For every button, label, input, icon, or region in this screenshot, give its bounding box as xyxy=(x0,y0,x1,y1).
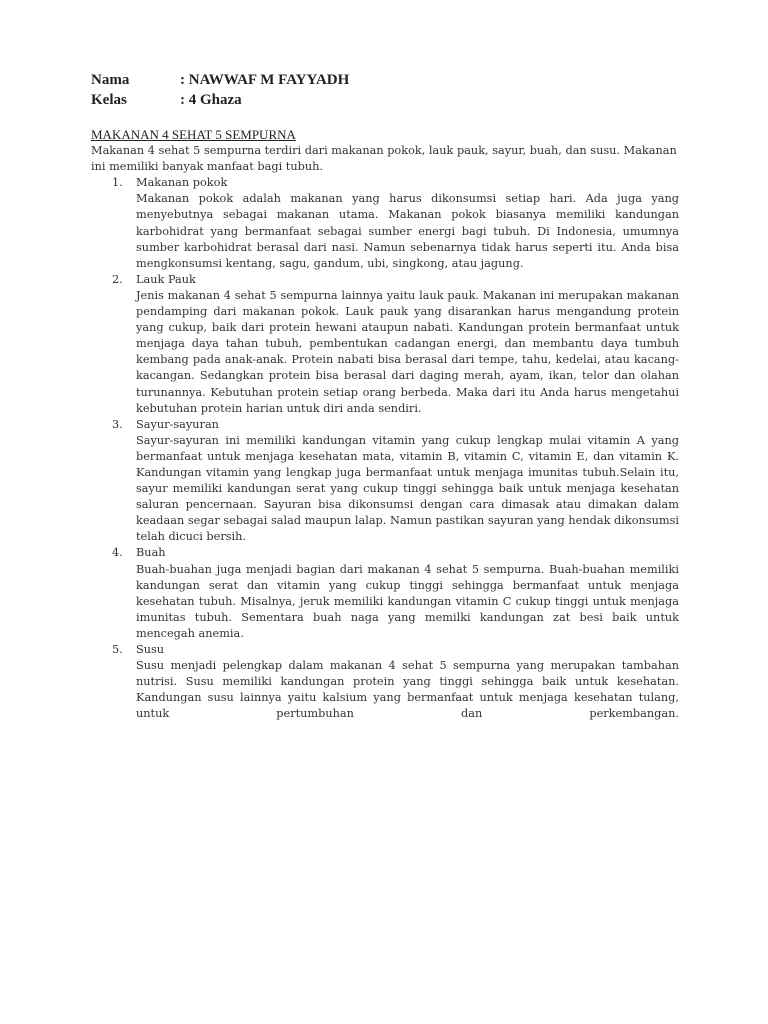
food-list xyxy=(91,175,679,722)
document-body xyxy=(91,127,679,722)
list-item xyxy=(91,642,679,722)
name-label: Nama xyxy=(91,72,130,88)
list-item-title: Susu xyxy=(136,643,165,656)
list-number: 2. xyxy=(112,272,123,286)
list-item-body: Jenis makanan 4 sehat 5 sempurna lainnya yaitu lauk pauk. Makanan ini merupakan makanan pendamping dari makanan pokok. Lauk pauk yang disarankan harus mengandung protein yang cukup, baik dari protein hewani ataupun nabati. Kandungan protein bermanfaat untuk menjaga daya tahan tubuh, pembentukan cadangan energi, dan membantu daya tumbuh kembang pada anak-anak. Protein nabati bisa berasal dari tempe, tahu, kedelai, atau kacang-kacangan. Sedangkan protein bisa berasal dari daging merah, ayam, ikan, telor dan olahan turunannya. Kebutuhan protein setiap orang berbeda. Maka dari itu Anda harus mengetahui kebutuhan protein harian untuk diri anda sendiri. xyxy=(136,288,679,415)
list-item xyxy=(91,175,679,272)
list-item-title: Makanan pokok xyxy=(136,176,228,190)
class-row xyxy=(91,92,242,109)
document-title: MAKANAN 4 SEHAT 5 SEMPURNA xyxy=(91,127,296,142)
list-item-title: Lauk Pauk xyxy=(136,272,196,286)
list-item-body: Makanan pokok adalah makanan yang harus dikonsumsi setiap hari. Ada juga yang menyebutnya sebagai makanan utama. Makanan pokok biasanya memiliki kandungan karbohidrat yang bermanfaat sebagai sumber energi bagi tubuh. Di Indonesia, umumnya sumber karbohidrat berasal dari nasi. Namun sebenarnya tidak harus seperti itu. Anda bisa mengkonsumsi kentang, sagu, gandum, ubi, singkong, atau jagung. xyxy=(136,192,679,270)
list-number: 4. xyxy=(112,546,123,560)
list-item-body: Buah-buahan juga menjadi bagian dari makanan 4 sehat 5 sempurna. Buah-buahan memiliki kandungan serat dan vitamin yang cukup tinggi sehingga bermanfaat untuk menjaga kesehatan tubuh. Misalnya, jeruk memiliki kandungan vitamin C cukup tinggi untuk menjaga imunitas tubuh. Sementara buah naga yang memilki kandungan zat besi baik untuk mencegah anemia. xyxy=(136,562,679,640)
list-number: 1. xyxy=(112,176,123,190)
list-number: 3. xyxy=(112,417,123,431)
list-item xyxy=(91,417,679,546)
intro-paragraph: Makanan 4 sehat 5 sempurna terdiri dari makanan pokok, lauk pauk, sayur, buah, dan susu. Makanan ini memiliki banyak manfaat bagi tubuh. xyxy=(91,144,677,174)
name-row xyxy=(91,72,350,89)
list-item-title: Sayur-sayuran xyxy=(136,417,219,431)
name-value: : NAWWAF M FAYYADH xyxy=(180,72,350,88)
list-item xyxy=(91,272,679,417)
list-number: 5. xyxy=(112,643,123,656)
list-item xyxy=(91,545,679,642)
list-item-body: Susu menjadi pelengkap dalam makanan 4 sehat 5 sempurna yang merupakan tambahan nutrisi. Susu memiliki kandungan protein yang tinggi sehingga baik untuk kesehatan. Kandungan susu lainnya yaitu kalsium yang bermanfaat untuk menjaga kesehatan tulang, untuk pertumbuhan dan perkembangan. xyxy=(136,659,679,721)
class-value: : 4 Ghaza xyxy=(180,92,242,108)
list-item-body: Sayur-sayuran ini memiliki kandungan vitamin yang cukup lengkap mulai vitamin A yang bermanfaat untuk menjaga kesehatan mata, vitamin B, vitamin C, vitamin E, dan vitamin K. Kandungan vitamin yang lengkap juga bermanfaat untuk menjaga imunitas tubuh.Selain itu, sayur memiliki kandungan serat yang cukup tinggi sehingga baik untuk menjaga kesehatan saluran pencernaan. Sayuran bisa dikonsumsi dengan cara dimasak atau dimakan dalam keadaan segar sebagai salad maupun lalap. Namun pastikan sayuran yang hendak dikonsumsi telah dicuci bersih. xyxy=(136,433,679,544)
class-label: Kelas xyxy=(91,92,127,108)
list-item-title: Buah xyxy=(136,546,166,560)
